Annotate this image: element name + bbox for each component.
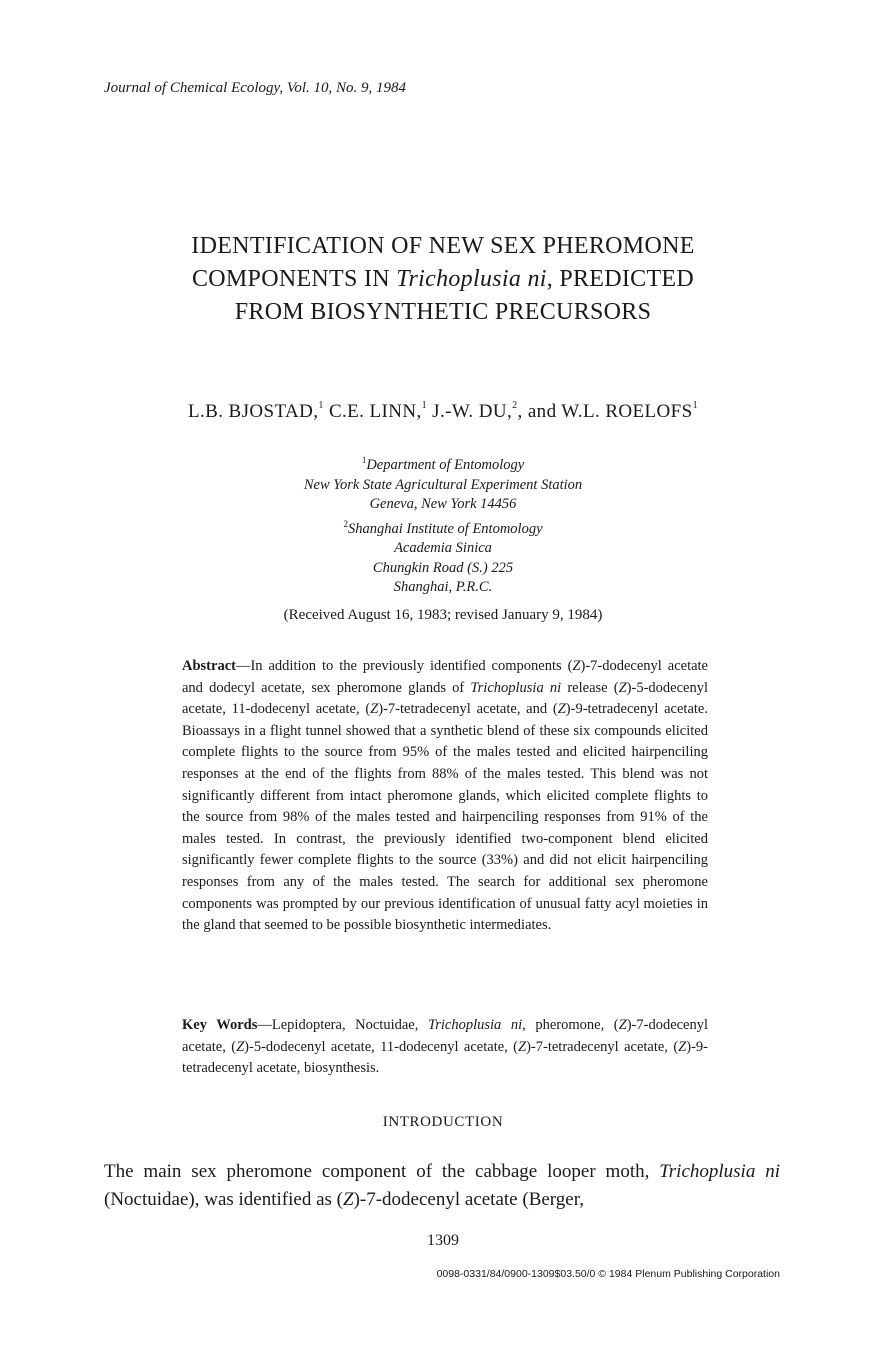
affiliation-marker-2: 2 — [343, 518, 348, 529]
intro-text: )-7-dodecenyl acetate (Berger, — [353, 1189, 585, 1210]
abstract-z: Z — [370, 701, 379, 718]
abstract-z: Z — [572, 658, 581, 674]
author-4-affil: 1 — [692, 400, 698, 411]
keywords-text: )-7-dodecenyl acetate, ( — [182, 1017, 709, 1055]
keywords-text: )-9-tetradecenyl acetate, biosynthesis. — [182, 1038, 708, 1077]
abstract-z: Z — [618, 679, 627, 696]
affiliation-line: Geneva, New York 14456 — [369, 496, 517, 512]
keywords-z: Z — [236, 1038, 245, 1055]
keywords-species: Trichoplusia ni — [427, 1017, 523, 1033]
keywords-z: Z — [678, 1038, 687, 1055]
affiliation-line — [200, 451, 686, 476]
abstract-label: Abstract — [182, 658, 236, 674]
abstract-text: )-5-dodecenyl acetate, 11-dodecenyl acetate, ( — [182, 679, 708, 718]
affiliations — [200, 451, 686, 598]
affiliation-text: Department of Entomology — [366, 457, 525, 473]
abstract-species: Trichoplusia ni — [470, 679, 562, 696]
author-3: J.-W. DU, — [427, 401, 513, 422]
abstract-text: )-7-tetradecenyl acetate, and ( — [378, 701, 558, 718]
title-line-1: IDENTIFICATION OF NEW SEX PHEROMONE — [191, 233, 695, 259]
author-2-affil: 1 — [421, 400, 428, 411]
affiliation-line: New York State Agricultural Experiment Station — [303, 476, 583, 493]
title-species: Trichoplusia ni — [396, 266, 547, 292]
keywords-text: )-7-tetradecenyl acetate, ( — [526, 1038, 679, 1055]
affiliation-text: Shanghai Institute of Entomology — [347, 520, 543, 537]
keywords-z: Z — [618, 1017, 627, 1033]
keywords-text: , pheromone, ( — [522, 1017, 619, 1033]
author-2: C.E. LINN, — [323, 401, 422, 422]
keywords-text: —Lepidoptera, Noctuidae, — [257, 1017, 428, 1033]
title-line-2-b: , PREDICTED — [546, 266, 695, 292]
affiliation-line: Academia Sinica — [394, 540, 492, 556]
author-1: L.B. BJOSTAD, — [188, 401, 319, 422]
affiliation-marker-1: 1 — [361, 455, 367, 465]
title-line-3: FROM BIOSYNTHETIC PRECURSORS — [234, 299, 652, 325]
intro-z: Z — [343, 1189, 354, 1210]
abstract-text: )-7-dodecenyl acetate and dodecyl acetate, sex pheromone glands of — [182, 658, 708, 696]
abstract-z: Z — [557, 701, 566, 718]
abstract — [182, 656, 708, 937]
abstract-text: release ( — [561, 679, 619, 696]
intro-text: The main sex pheromone component of the cabbage looper moth, — [104, 1161, 660, 1182]
author-3-affil: 2 — [512, 400, 518, 411]
abstract-text: )-9-tetradecenyl acetate. Bioassays in a flight tunnel showed that a synthetic blend of these six compounds elicited complete flights to the source from 95% of the males tested and elicited hairpenciling responses at the end of the flights from 88% of the males tested. This blend was not significantly different from intact pheromone glands, which elicited complete flights to the source from 98% of the males tested and hairpenciling responses from 91% of the males tested. In contrast, the previously identified two-component blend elicited significantly fewer complete flights to the source (33%) and did not elicit hairpenciling responses from any of the males tested. The search for additional sex pheromone components was prompted by our previous identification of unusual fatty acyl moieties in the gland that seemed to be possible biosynthetic intermediates. — [182, 701, 708, 934]
title-line-2-a: COMPONENTS IN — [191, 266, 397, 292]
author-list — [60, 400, 826, 423]
intro-species: Trichoplusia ni — [659, 1161, 780, 1182]
page-number: 1309 — [427, 1232, 459, 1249]
section-heading-introduction: INTRODUCTION — [382, 1114, 504, 1130]
keywords-label: Key Words — [182, 1017, 258, 1033]
affiliation-line: Shanghai, P.R.C. — [393, 579, 493, 595]
keywords-text: )-5-dodecenyl acetate, 11-dodecenyl acetate, ( — [244, 1038, 519, 1055]
journal-header: Journal of Chemical Ecology, Vol. 10, No. 9, 1984 — [104, 80, 407, 96]
intro-text: (Noctuidae), was identified as ( — [104, 1189, 343, 1210]
author-1-affil: 1 — [318, 400, 324, 411]
keywords-z: Z — [518, 1038, 527, 1055]
abstract-text: —In addition to the previously identified components ( — [235, 658, 573, 674]
affiliation-line — [200, 515, 686, 540]
title-line-2 — [100, 263, 786, 296]
introduction-paragraph — [104, 1158, 780, 1214]
received-dates: (Received August 16, 1983; revised January 9, 1984) — [283, 607, 603, 623]
affiliation-line: Chungkin Road (S.) 225 — [372, 559, 514, 576]
keywords — [182, 1015, 708, 1080]
copyright-line: 0098-0331/84/0900-1309$03.50/0 © 1984 Plenum Publishing Corporation — [436, 1268, 780, 1280]
author-4: , and W.L. ROELOFS — [517, 401, 693, 422]
paper-title — [100, 230, 786, 329]
